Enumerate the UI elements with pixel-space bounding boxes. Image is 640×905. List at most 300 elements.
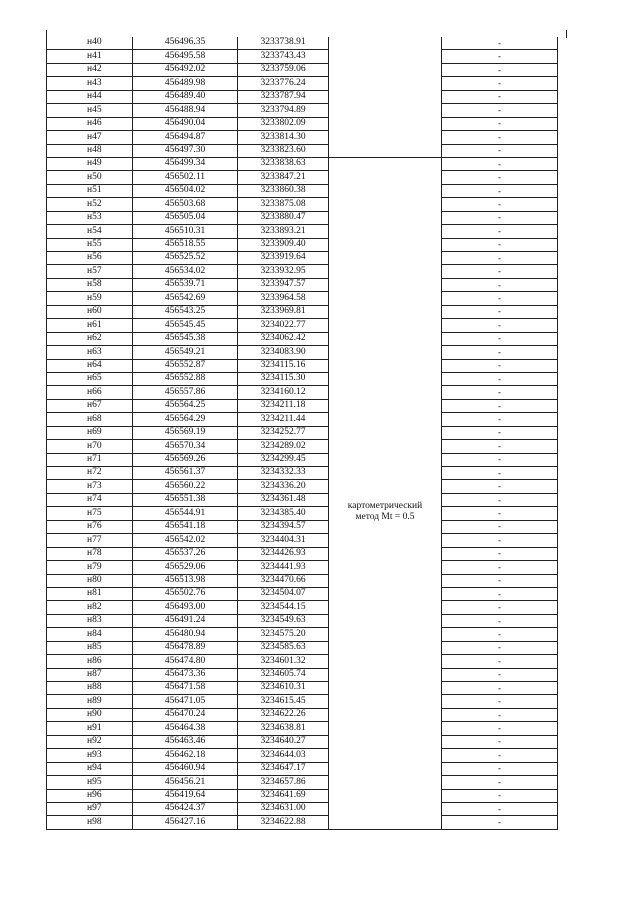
point-number-cell: н60 (47, 305, 133, 318)
table-row (47, 520, 558, 533)
y-coordinate-cell: 3234641.69 (238, 789, 329, 802)
error-value-cell: - (442, 641, 558, 654)
error-value-cell: - (442, 386, 558, 399)
y-coordinate-cell: 3234610.31 (238, 682, 329, 695)
point-number-cell: н78 (47, 547, 133, 560)
error-value-cell: - (442, 225, 558, 238)
x-coordinate-cell: 456560.22 (133, 480, 238, 493)
point-number-cell: н55 (47, 238, 133, 251)
table-row (47, 319, 558, 332)
error-value-cell: - (442, 507, 558, 520)
error-value-cell: - (442, 628, 558, 641)
error-value-cell: - (442, 144, 558, 157)
x-coordinate-cell: 456502.76 (133, 587, 238, 600)
y-coordinate-cell: 3234585.63 (238, 641, 329, 654)
point-number-cell: н81 (47, 587, 133, 600)
error-value-cell: - (442, 735, 558, 748)
x-coordinate-cell: 456474.80 (133, 655, 238, 668)
y-coordinate-cell: 3233814.30 (238, 131, 329, 144)
point-number-cell: н43 (47, 77, 133, 90)
point-number-cell: н74 (47, 493, 133, 506)
error-value-cell: - (442, 493, 558, 506)
x-coordinate-cell: 456503.68 (133, 198, 238, 211)
table-row (47, 386, 558, 399)
y-coordinate-cell: 3234083.90 (238, 346, 329, 359)
coordinates-table-body (47, 37, 558, 829)
table-row (47, 561, 558, 574)
point-number-cell: н46 (47, 117, 133, 130)
point-number-cell: н77 (47, 534, 133, 547)
y-coordinate-cell: 3234385.40 (238, 507, 329, 520)
table-row (47, 225, 558, 238)
y-coordinate-cell: 3233743.43 (238, 50, 329, 63)
y-coordinate-cell: 3234394.57 (238, 520, 329, 533)
error-value-cell: - (442, 238, 558, 251)
table-row (47, 157, 558, 170)
error-value-cell: - (442, 440, 558, 453)
x-coordinate-cell: 456464.38 (133, 722, 238, 735)
y-coordinate-cell: 3234441.93 (238, 561, 329, 574)
table-row (47, 305, 558, 318)
y-coordinate-cell: 3233893.21 (238, 225, 329, 238)
table-row (47, 171, 558, 184)
error-value-cell: - (442, 614, 558, 627)
y-coordinate-cell: 3233947.57 (238, 278, 329, 291)
x-coordinate-cell: 456570.34 (133, 440, 238, 453)
point-number-cell: н67 (47, 399, 133, 412)
table-row (47, 346, 558, 359)
y-coordinate-cell: 3233802.09 (238, 117, 329, 130)
error-value-cell: - (442, 292, 558, 305)
point-number-cell: н53 (47, 211, 133, 224)
point-number-cell: н82 (47, 601, 133, 614)
method-label-line1: картометрический (347, 500, 423, 511)
y-coordinate-cell: 3234252.77 (238, 426, 329, 439)
y-coordinate-cell: 3234622.26 (238, 708, 329, 721)
y-coordinate-cell: 3234644.03 (238, 749, 329, 762)
table-row (47, 708, 558, 721)
y-coordinate-cell: 3233759.06 (238, 63, 329, 76)
table-row (47, 480, 558, 493)
point-number-cell: н80 (47, 574, 133, 587)
y-coordinate-cell: 3234336.20 (238, 480, 329, 493)
table-row (47, 399, 558, 412)
x-coordinate-cell: 456473.36 (133, 668, 238, 681)
table-row (47, 292, 558, 305)
point-number-cell: н57 (47, 265, 133, 278)
y-coordinate-cell: 3234160.12 (238, 386, 329, 399)
x-coordinate-cell: 456427.16 (133, 816, 238, 829)
point-number-cell: н90 (47, 708, 133, 721)
error-value-cell: - (442, 37, 558, 50)
x-coordinate-cell: 456490.04 (133, 117, 238, 130)
y-coordinate-cell: 3234615.45 (238, 695, 329, 708)
point-number-cell: н89 (47, 695, 133, 708)
point-number-cell: н52 (47, 198, 133, 211)
error-value-cell: - (442, 305, 558, 318)
method-label-line2: метод Mt = 0.5 (355, 512, 415, 523)
table-row (47, 467, 558, 480)
y-coordinate-cell: 3233823.60 (238, 144, 329, 157)
x-coordinate-cell: 456569.26 (133, 453, 238, 466)
point-number-cell: н96 (47, 789, 133, 802)
point-number-cell: н66 (47, 386, 133, 399)
table-row (47, 184, 558, 197)
point-number-cell: н63 (47, 346, 133, 359)
x-coordinate-cell: 456551.38 (133, 493, 238, 506)
y-coordinate-cell: 3234211.18 (238, 399, 329, 412)
point-number-cell: н87 (47, 668, 133, 681)
method-cell-upper (329, 37, 442, 157)
point-number-cell: н49 (47, 157, 133, 170)
table-row (47, 641, 558, 654)
y-coordinate-cell: 3234299.45 (238, 453, 329, 466)
error-value-cell: - (442, 776, 558, 789)
table-row (47, 682, 558, 695)
point-number-cell: н86 (47, 655, 133, 668)
x-coordinate-cell: 456552.88 (133, 372, 238, 385)
point-number-cell: н68 (47, 413, 133, 426)
x-coordinate-cell: 456564.25 (133, 399, 238, 412)
y-coordinate-cell: 3234115.16 (238, 359, 329, 372)
error-value-cell: - (442, 520, 558, 533)
x-coordinate-cell: 456424.37 (133, 802, 238, 815)
point-number-cell: н59 (47, 292, 133, 305)
x-coordinate-cell: 456513.98 (133, 574, 238, 587)
x-coordinate-cell: 456471.58 (133, 682, 238, 695)
table-row (47, 426, 558, 439)
point-number-cell: н70 (47, 440, 133, 453)
point-number-cell: н41 (47, 50, 133, 63)
table-row (47, 144, 558, 157)
x-coordinate-cell: 456534.02 (133, 265, 238, 278)
y-coordinate-cell: 3233932.95 (238, 265, 329, 278)
point-number-cell: н91 (47, 722, 133, 735)
table-row (47, 789, 558, 802)
point-number-cell: н54 (47, 225, 133, 238)
y-coordinate-cell: 3234647.17 (238, 762, 329, 775)
error-value-cell: - (442, 50, 558, 63)
error-value-cell: - (442, 480, 558, 493)
error-value-cell: - (442, 426, 558, 439)
error-value-cell: - (442, 816, 558, 829)
error-value-cell: - (442, 157, 558, 170)
x-coordinate-cell: 456497.30 (133, 144, 238, 157)
table-row (47, 749, 558, 762)
x-coordinate-cell: 456545.38 (133, 332, 238, 345)
point-number-cell: н97 (47, 802, 133, 815)
point-number-cell: н79 (47, 561, 133, 574)
x-coordinate-cell: 456496.35 (133, 37, 238, 50)
error-value-cell: - (442, 104, 558, 117)
y-coordinate-cell: 3234657.86 (238, 776, 329, 789)
error-value-cell: - (442, 749, 558, 762)
x-coordinate-cell: 456502.11 (133, 171, 238, 184)
y-coordinate-cell: 3233787.94 (238, 90, 329, 103)
error-value-cell: - (442, 574, 558, 587)
y-coordinate-cell: 3234022.77 (238, 319, 329, 332)
x-coordinate-cell: 456463.46 (133, 735, 238, 748)
y-coordinate-cell: 3234601.32 (238, 655, 329, 668)
table-row (47, 50, 558, 63)
x-coordinate-cell: 456493.00 (133, 601, 238, 614)
x-coordinate-cell: 456492.02 (133, 63, 238, 76)
table-row (47, 547, 558, 560)
point-number-cell: н61 (47, 319, 133, 332)
x-coordinate-cell: 456529.06 (133, 561, 238, 574)
table-row (47, 131, 558, 144)
x-coordinate-cell: 456539.71 (133, 278, 238, 291)
point-number-cell: н45 (47, 104, 133, 117)
error-value-cell: - (442, 708, 558, 721)
table-row (47, 238, 558, 251)
error-value-cell: - (442, 762, 558, 775)
point-number-cell: н85 (47, 641, 133, 654)
table-row (47, 37, 558, 50)
point-number-cell: н58 (47, 278, 133, 291)
error-value-cell: - (442, 372, 558, 385)
point-number-cell: н64 (47, 359, 133, 372)
x-coordinate-cell: 456495.58 (133, 50, 238, 63)
table-row (47, 413, 558, 426)
error-value-cell: - (442, 90, 558, 103)
y-coordinate-cell: 3233776.24 (238, 77, 329, 90)
x-coordinate-cell: 456494.87 (133, 131, 238, 144)
method-cell (329, 157, 442, 829)
point-number-cell: н98 (47, 816, 133, 829)
y-coordinate-cell: 3234631.00 (238, 802, 329, 815)
y-coordinate-cell: 3234504.07 (238, 587, 329, 600)
y-coordinate-cell: 3234115.30 (238, 372, 329, 385)
y-coordinate-cell: 3233964.58 (238, 292, 329, 305)
point-number-cell: н88 (47, 682, 133, 695)
x-coordinate-cell: 456489.40 (133, 90, 238, 103)
x-coordinate-cell: 456491.24 (133, 614, 238, 627)
table-row (47, 802, 558, 815)
x-coordinate-cell: 456470.24 (133, 708, 238, 721)
y-coordinate-cell: 3233919.64 (238, 252, 329, 265)
error-value-cell: - (442, 198, 558, 211)
x-coordinate-cell: 456541.18 (133, 520, 238, 533)
error-value-cell: - (442, 77, 558, 90)
error-value-cell: - (442, 668, 558, 681)
error-value-cell: - (442, 467, 558, 480)
x-coordinate-cell: 456545.45 (133, 319, 238, 332)
table-row (47, 776, 558, 789)
table-row (47, 695, 558, 708)
table-row (47, 614, 558, 627)
point-number-cell: н44 (47, 90, 133, 103)
error-value-cell: - (442, 587, 558, 600)
y-coordinate-cell: 3233880.47 (238, 211, 329, 224)
error-value-cell: - (442, 601, 558, 614)
x-coordinate-cell: 456471.05 (133, 695, 238, 708)
y-coordinate-cell: 3233875.08 (238, 198, 329, 211)
x-coordinate-cell: 456552.87 (133, 359, 238, 372)
table-row (47, 90, 558, 103)
table-row (47, 628, 558, 641)
x-coordinate-cell: 456460.94 (133, 762, 238, 775)
error-value-cell: - (442, 534, 558, 547)
error-value-cell: - (442, 722, 558, 735)
point-number-cell: н83 (47, 614, 133, 627)
point-number-cell: н92 (47, 735, 133, 748)
error-value-cell: - (442, 413, 558, 426)
error-value-cell: - (442, 359, 558, 372)
table-row (47, 77, 558, 90)
table-row (47, 655, 558, 668)
point-number-cell: н76 (47, 520, 133, 533)
point-number-cell: н56 (47, 252, 133, 265)
table-row (47, 252, 558, 265)
x-coordinate-cell: 456504.02 (133, 184, 238, 197)
error-value-cell: - (442, 171, 558, 184)
x-coordinate-cell: 456542.02 (133, 534, 238, 547)
table-top-edge-right (566, 30, 567, 38)
table-row (47, 211, 558, 224)
x-coordinate-cell: 456462.18 (133, 749, 238, 762)
table-row (47, 735, 558, 748)
x-coordinate-cell: 456489.98 (133, 77, 238, 90)
point-number-cell: н42 (47, 63, 133, 76)
error-value-cell: - (442, 265, 558, 278)
error-value-cell: - (442, 252, 558, 265)
y-coordinate-cell: 3233909.40 (238, 238, 329, 251)
y-coordinate-cell: 3233860.38 (238, 184, 329, 197)
y-coordinate-cell: 3234640.27 (238, 735, 329, 748)
point-number-cell: н40 (47, 37, 133, 50)
error-value-cell: - (442, 802, 558, 815)
y-coordinate-cell: 3234062.42 (238, 332, 329, 345)
error-value-cell: - (442, 278, 558, 291)
x-coordinate-cell: 456542.69 (133, 292, 238, 305)
x-coordinate-cell: 456557.86 (133, 386, 238, 399)
y-coordinate-cell: 3234332.33 (238, 467, 329, 480)
y-coordinate-cell: 3234289.02 (238, 440, 329, 453)
error-value-cell: - (442, 561, 558, 574)
x-coordinate-cell: 456537.26 (133, 547, 238, 560)
x-coordinate-cell: 456543.25 (133, 305, 238, 318)
y-coordinate-cell: 3234575.20 (238, 628, 329, 641)
y-coordinate-cell: 3234638.81 (238, 722, 329, 735)
y-coordinate-cell: 3233847.21 (238, 171, 329, 184)
point-number-cell: н51 (47, 184, 133, 197)
x-coordinate-cell: 456569.19 (133, 426, 238, 439)
error-value-cell: - (442, 453, 558, 466)
error-value-cell: - (442, 184, 558, 197)
x-coordinate-cell: 456544.91 (133, 507, 238, 520)
y-coordinate-cell: 3234622.88 (238, 816, 329, 829)
point-number-cell: н47 (47, 131, 133, 144)
y-coordinate-cell: 3234605.74 (238, 668, 329, 681)
point-number-cell: н71 (47, 453, 133, 466)
table-row (47, 332, 558, 345)
x-coordinate-cell: 456480.94 (133, 628, 238, 641)
error-value-cell: - (442, 211, 558, 224)
point-number-cell: н75 (47, 507, 133, 520)
y-coordinate-cell: 3233838.63 (238, 157, 329, 170)
coordinates-table (46, 37, 558, 830)
error-value-cell: - (442, 131, 558, 144)
error-value-cell: - (442, 399, 558, 412)
table-row (47, 601, 558, 614)
table-row (47, 493, 558, 506)
y-coordinate-cell: 3233969.81 (238, 305, 329, 318)
table-row (47, 198, 558, 211)
error-value-cell: - (442, 63, 558, 76)
error-value-cell: - (442, 319, 558, 332)
x-coordinate-cell: 456518.55 (133, 238, 238, 251)
point-number-cell: н73 (47, 480, 133, 493)
x-coordinate-cell: 456419.64 (133, 789, 238, 802)
x-coordinate-cell: 456478.89 (133, 641, 238, 654)
point-number-cell: н69 (47, 426, 133, 439)
error-value-cell: - (442, 655, 558, 668)
point-number-cell: н84 (47, 628, 133, 641)
table-row (47, 668, 558, 681)
table-row (47, 104, 558, 117)
table-row (47, 534, 558, 547)
y-coordinate-cell: 3233738.91 (238, 37, 329, 50)
error-value-cell: - (442, 695, 558, 708)
x-coordinate-cell: 456505.04 (133, 211, 238, 224)
x-coordinate-cell: 456456.21 (133, 776, 238, 789)
error-value-cell: - (442, 346, 558, 359)
table-row (47, 359, 558, 372)
y-coordinate-cell: 3234404.31 (238, 534, 329, 547)
point-number-cell: н93 (47, 749, 133, 762)
point-number-cell: н95 (47, 776, 133, 789)
table-row (47, 63, 558, 76)
error-value-cell: - (442, 789, 558, 802)
table-row (47, 587, 558, 600)
y-coordinate-cell: 3234211.44 (238, 413, 329, 426)
point-number-cell: н65 (47, 372, 133, 385)
error-value-cell: - (442, 332, 558, 345)
point-number-cell: н50 (47, 171, 133, 184)
y-coordinate-cell: 3234549.63 (238, 614, 329, 627)
error-value-cell: - (442, 547, 558, 560)
table-row (47, 762, 558, 775)
table-row (47, 816, 558, 829)
y-coordinate-cell: 3233794.89 (238, 104, 329, 117)
point-number-cell: н62 (47, 332, 133, 345)
table-row (47, 278, 558, 291)
x-coordinate-cell: 456510.31 (133, 225, 238, 238)
table-row (47, 453, 558, 466)
table-row (47, 574, 558, 587)
x-coordinate-cell: 456549.21 (133, 346, 238, 359)
y-coordinate-cell: 3234544.15 (238, 601, 329, 614)
table-row (47, 117, 558, 130)
x-coordinate-cell: 456564.29 (133, 413, 238, 426)
error-value-cell: - (442, 682, 558, 695)
x-coordinate-cell: 456525.52 (133, 252, 238, 265)
point-number-cell: н48 (47, 144, 133, 157)
table-row (47, 722, 558, 735)
x-coordinate-cell: 456499.34 (133, 157, 238, 170)
y-coordinate-cell: 3234470.66 (238, 574, 329, 587)
table-row (47, 372, 558, 385)
error-value-cell: - (442, 117, 558, 130)
point-number-cell: н94 (47, 762, 133, 775)
x-coordinate-cell: 456561.37 (133, 467, 238, 480)
x-coordinate-cell: 456488.94 (133, 104, 238, 117)
table-row (47, 440, 558, 453)
table-row (47, 507, 558, 520)
point-number-cell: н72 (47, 467, 133, 480)
table-row (47, 265, 558, 278)
